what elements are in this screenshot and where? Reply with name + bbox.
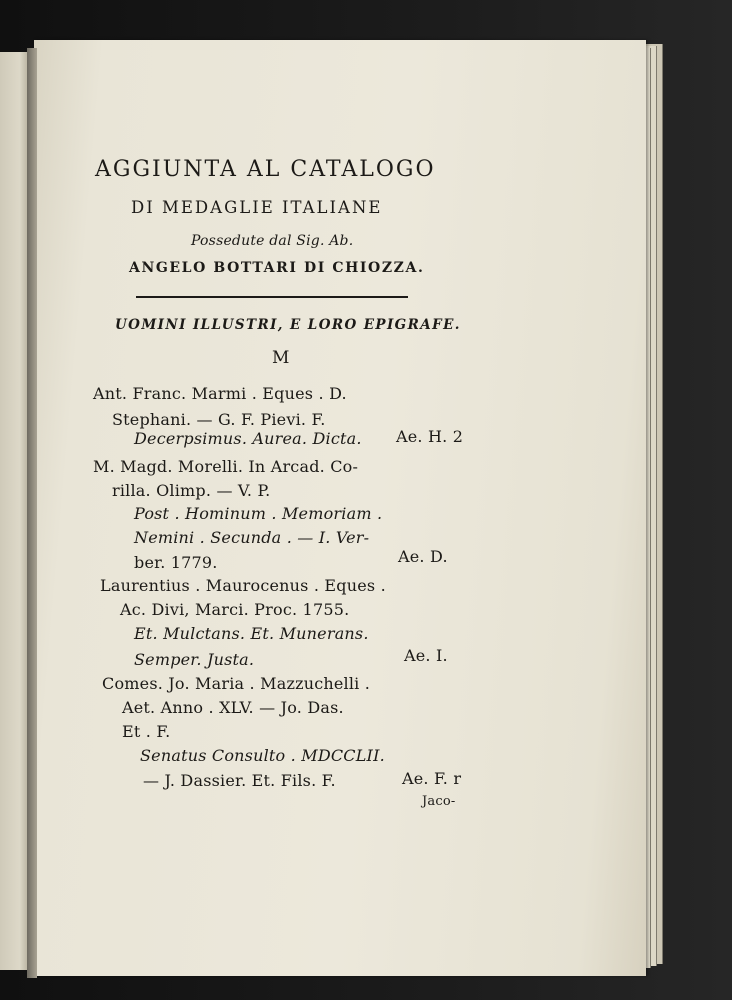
catchword: Jaco- [422,794,456,809]
entry-line: — J. Dassier. Et. Fils. F. [143,771,336,790]
entry-line: Ant. Franc. Marmi . Eques . D. [93,384,347,403]
section-heading: UOMINI ILLUSTRI, E LORO EPIGRAFE. [115,317,461,333]
entry-line: Decerpsimus. Aurea. Dicta. [134,429,362,448]
entry-line: Nemini . Secunda . — I. Ver- [134,528,370,547]
medal-code: Ae. H. 2 [396,427,464,446]
title-rule [136,296,408,298]
entry-line: rilla. Olimp. — V. P. [112,481,271,500]
medal-code: Ae. F. r [402,769,462,788]
facing-page-edge [0,52,29,970]
catalog-subtitle: DI MEDAGLIE ITALIANE [131,198,383,217]
entry-line: Senatus Consulto . MDCCLII. [140,746,385,765]
entry-line: Semper. Justa. [134,650,255,669]
catalog-title: AGGIUNTA AL CATALOGO [95,157,436,182]
medal-code: Ae. D. [398,547,448,566]
entry-line: Laurentius . Maurocenus . Eques . [100,576,386,595]
entry-line: Ac. Divi, Marci. Proc. 1755. [120,600,350,619]
entry-line: M. Magd. Morelli. In Arcad. Co- [93,457,359,476]
entry-line: Stephani. — G. F. Pievi. F. [112,410,326,429]
possession-line: Possedute dal Sig. Ab. [191,233,354,249]
entry-line: Aet. Anno . XLV. — Jo. Das. [122,698,344,717]
entry-line: ber. 1779. [134,553,218,572]
medal-code: Ae. I. [404,646,448,665]
owner-line: ANGELO BOTTARI DI CHIOZZA. [129,260,425,276]
entry-line: Post . Hominum . Memoriam . [134,504,383,523]
book-gutter [27,48,37,978]
entry-line: Et. Mulctans. Et. Munerans. [134,624,369,643]
entry-line: Et . F. [122,722,171,741]
section-letter: M [272,348,290,368]
entry-line: Comes. Jo. Maria . Mazzuchelli . [102,674,371,693]
